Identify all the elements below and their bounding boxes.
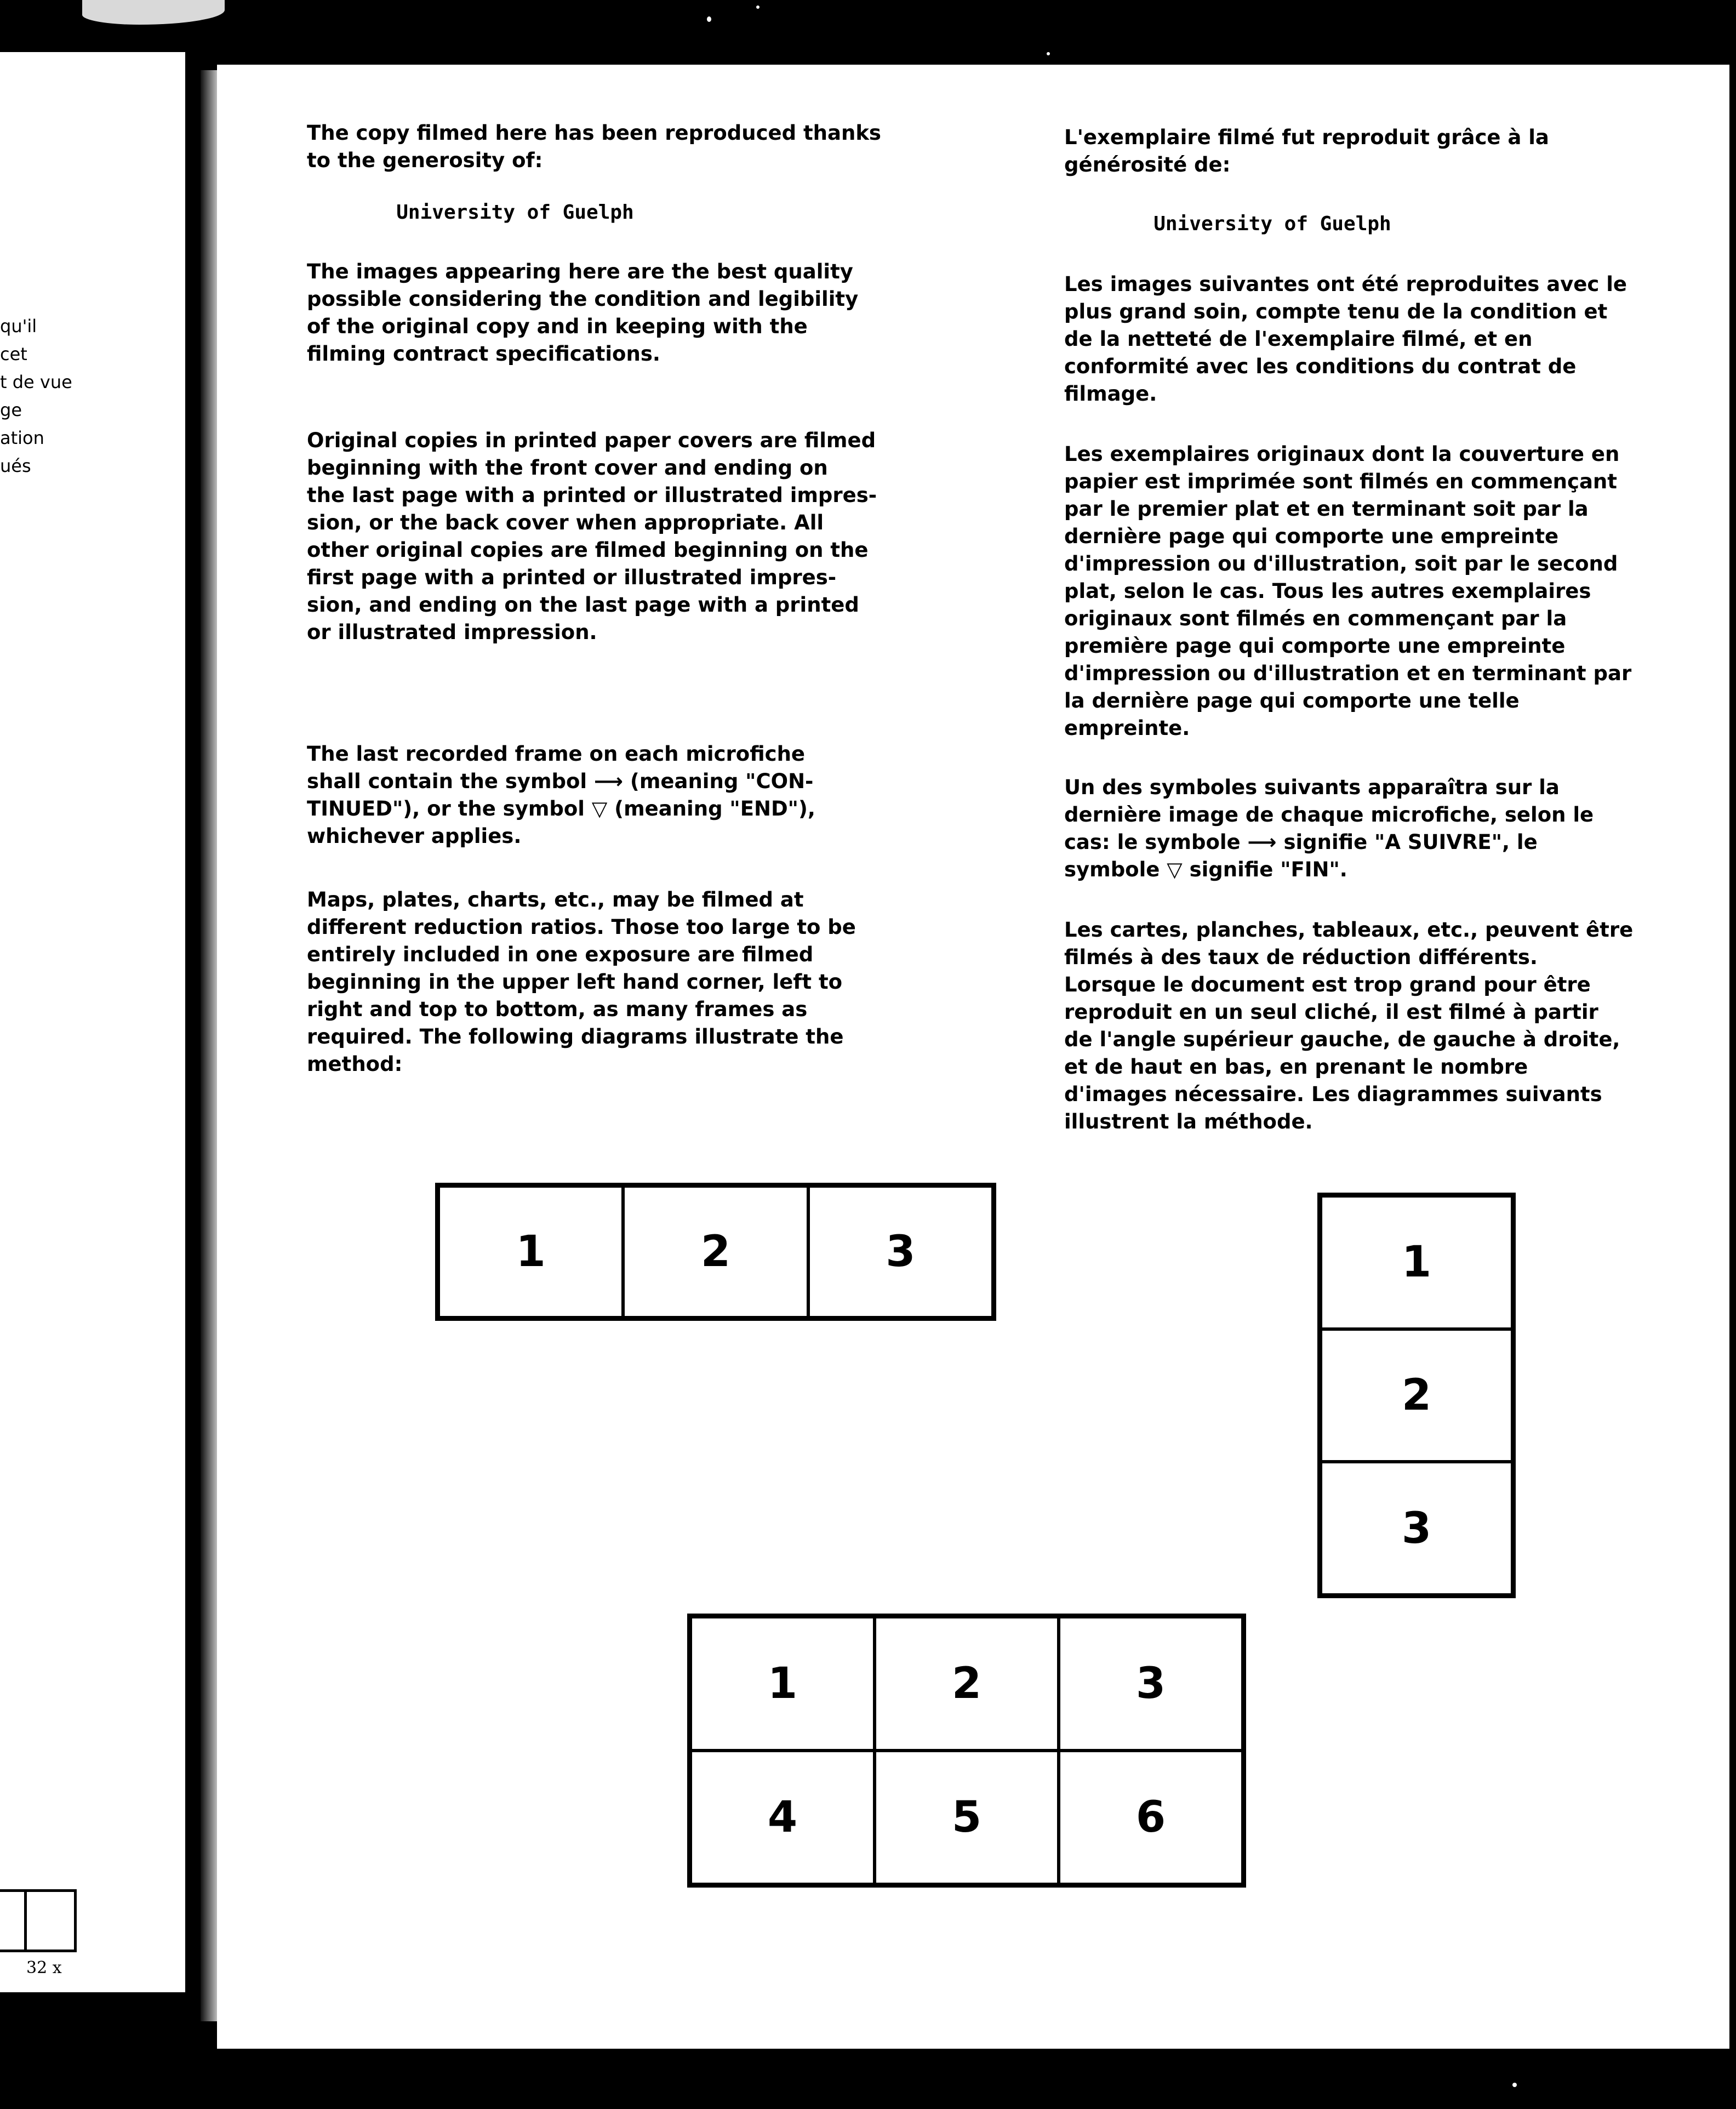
quality-paragraph: The images appearing here are the best quality possible considering the condition and legibility of the original copy and in keeping with the filming contract specifications.	[307, 260, 859, 366]
intro-text: The copy filmed here has been reproduced thanks to the generosity of:	[307, 121, 881, 172]
scan-noise	[1047, 52, 1050, 55]
cut-off-text	[0, 312, 72, 480]
fragment-line: ge	[0, 400, 22, 420]
column-frame-diagram	[1317, 1193, 1516, 1598]
english-column	[307, 119, 937, 1078]
frame-cell: 2	[875, 1617, 1059, 1751]
fragment-line: t de vue	[0, 372, 72, 392]
frame-cell: 2	[623, 1186, 808, 1318]
frame-cell: 3	[808, 1186, 993, 1318]
quality-paragraph: Les images suivantes ont été reproduites avec le plus grand soin, compte tenu de la condition et de la netteté de l'exemplaire filmé, et en conformité avec les conditions du contrat de filmage.	[1064, 272, 1627, 406]
frame-cell: 6	[1059, 1751, 1243, 1884]
previous-page-edge	[0, 52, 185, 1992]
scan-noise	[756, 5, 760, 9]
fragment-line: qu'il	[0, 316, 37, 337]
symbol-paragraph: The last recorded frame on each microfiche shall contain the symbol ⟶ (meaning "CON- TINUED"), or the symbol ▽ (meaning "END"), whichever applies.	[307, 742, 815, 848]
covers-paragraph: Les exemplaires originaux dont la couverture en papier est imprimée sont filmés en commençant par le premier plat et en terminant soit par la dernière page qui comporte une empreinte d'impression ou d'illustration, soit par le second plat, selon le cas. Tous les autres exemplaires originaux sont filmés en commençant par la première page qui comporte une empreinte d'impression ou d'illustration et en terminant par la dernière page qui comporte une telle empreinte.	[1064, 442, 1632, 740]
frame-cell: 3	[1059, 1617, 1243, 1751]
frame-cell: 2	[1321, 1329, 1512, 1462]
main-page	[217, 65, 1729, 2049]
fragment-line: ués	[0, 455, 31, 476]
covers-paragraph: Original copies in printed paper covers are filmed beginning with the front cover and ending on the last page with a printed or illustrated impres- sion, or the back cover when appropriate. All other original copies are filmed beginning on the first page with a printed or illustrated impres- sion, and ending on the last page with a printed or illustrated impression.	[307, 429, 877, 644]
french-column	[1064, 124, 1711, 1136]
scan-noise	[82, 0, 225, 25]
symbol-paragraph: Un des symboles suivants apparaîtra sur la dernière image de chaque microfiche, selon le cas: le symbole ⟶ signifie "A SUIVRE", le symbole ▽ signifie "FIN".	[1064, 776, 1594, 881]
fragment-line: ation	[0, 428, 44, 448]
grid-frame-diagram	[687, 1614, 1246, 1888]
frame-cell: 5	[875, 1751, 1059, 1884]
institution-name: University of Guelph	[396, 201, 634, 224]
frame-cell: 1	[438, 1186, 623, 1318]
page-spine-shadow	[201, 70, 217, 2021]
frame-divider	[24, 1892, 27, 1950]
scan-noise	[707, 16, 711, 22]
frame-cell: 1	[690, 1617, 875, 1751]
fragment-line: cet	[0, 344, 27, 364]
partial-frame-diagram	[0, 1889, 77, 1952]
scan-noise	[1512, 2083, 1517, 2087]
reduction-label: 32 x	[26, 1958, 62, 1977]
intro-text: L'exemplaire filmé fut reproduit grâce à la générosité de:	[1064, 126, 1549, 176]
frame-cell: 1	[1321, 1196, 1512, 1329]
institution-name: University of Guelph	[1153, 213, 1391, 235]
row-frame-diagram	[435, 1183, 996, 1321]
maps-paragraph: Maps, plates, charts, etc., may be filmed at different reduction ratios. Those too large to be entirely included in one exposure are filmed beginning in the upper left hand corner, left to right and top to bottom, as many frames as required. The following diagrams illustrate the method:	[307, 888, 856, 1076]
frame-cell: 3	[1321, 1462, 1512, 1595]
maps-paragraph: Les cartes, planches, tableaux, etc., peuvent être filmés à des taux de réduction différents. Lorsque le document est trop grand pour être reproduit en un seul cliché, il est filmé à partir de l'angle supérieur gauche, de gauche à droite, et de haut en bas, en prenant le nombre d'images nécessaire. Les diagrammes suivants illustrent la méthode.	[1064, 918, 1634, 1133]
frame-cell: 4	[690, 1751, 875, 1884]
